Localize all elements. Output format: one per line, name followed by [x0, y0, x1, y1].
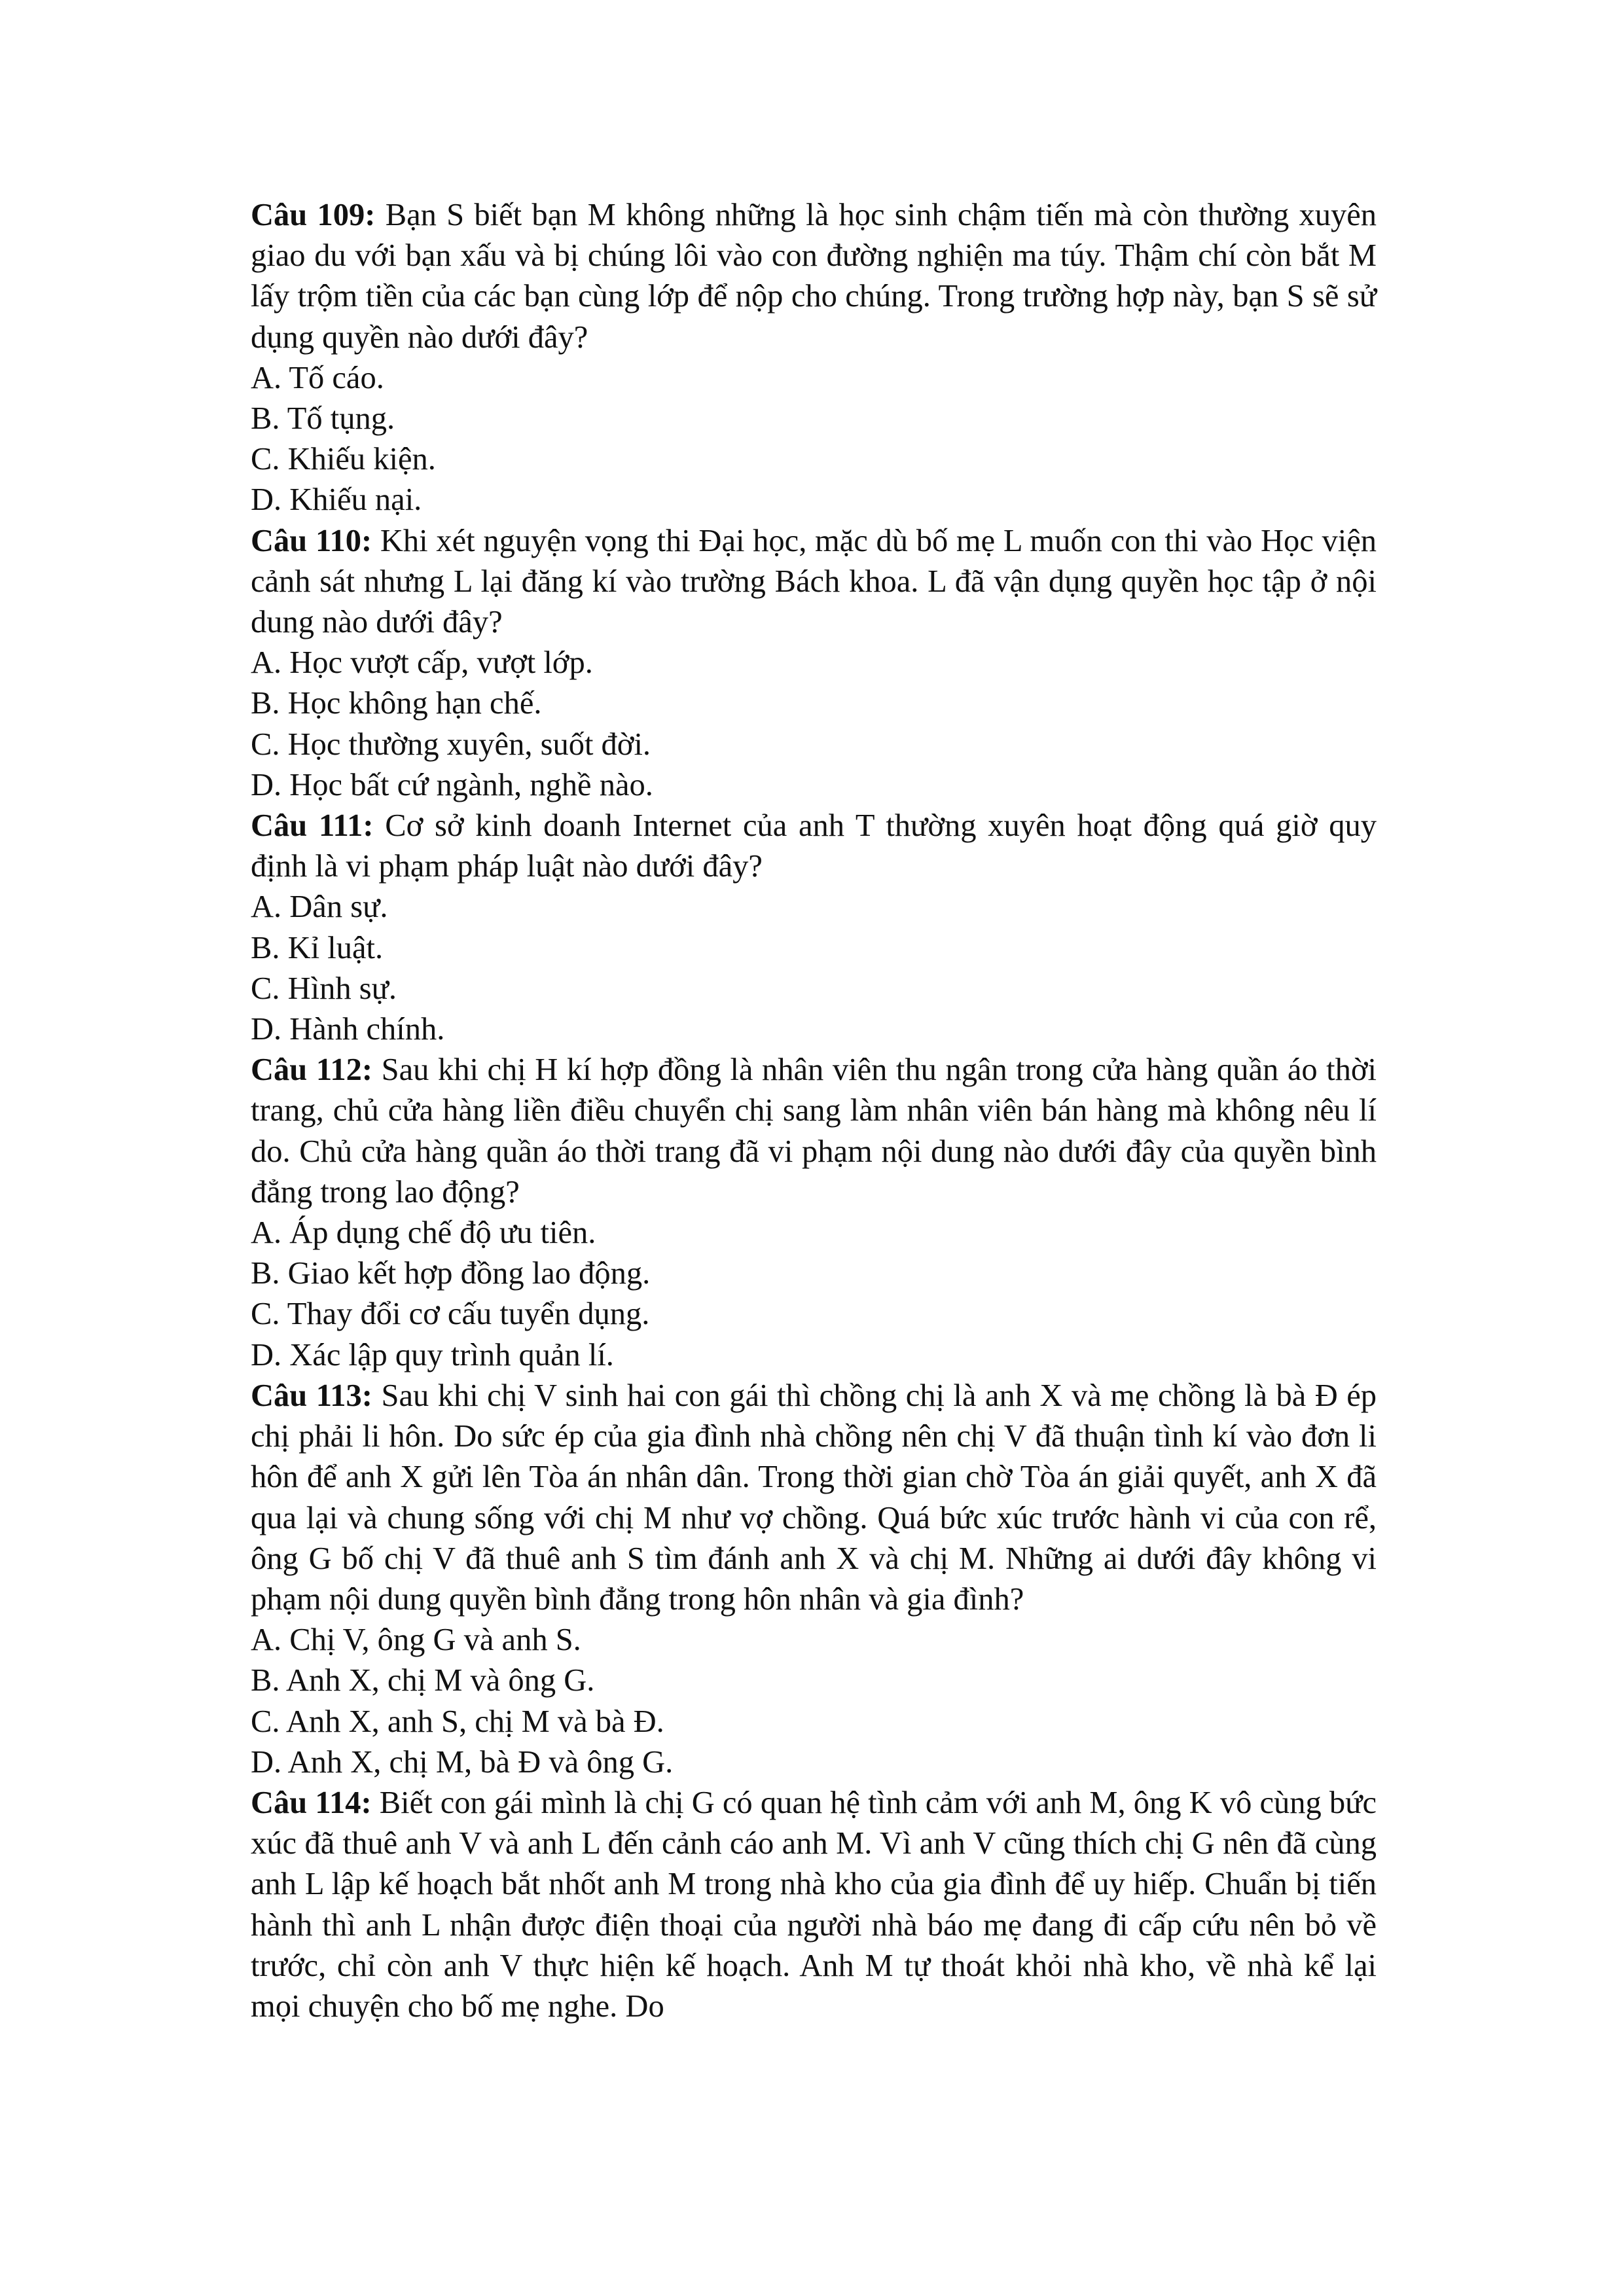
question-stem	[251, 195, 1377, 358]
question-stem	[251, 521, 1377, 643]
option-a: A. Dân sự.	[251, 889, 388, 925]
question-stem	[251, 806, 1377, 887]
option-d: D. Xác lập quy trình quản lí.	[251, 1337, 614, 1372]
question-number: Câu 109:	[251, 198, 376, 232]
question-text: Sau khi chị H kí hợp đồng là nhân viên thu ngân trong cửa hàng quần áo thời trang, chủ cửa hàng liền điều chuyển chị sang làm nhân viên bán hàng mà không nêu lí do. Chủ cửa hàng quần áo thời trang đã vi phạm nội dung nào dưới đây của quyền bình đẳng trong lao động?	[251, 1052, 1377, 1210]
question-stem	[251, 1376, 1377, 1620]
question-number: Câu 112:	[251, 1052, 373, 1088]
option-d: D. Hành chính.	[251, 1012, 445, 1047]
option-b: B. Kỉ luật.	[251, 930, 384, 965]
question-stem	[251, 1050, 1377, 1213]
question-number: Câu 114:	[251, 1785, 372, 1820]
option-d: D. Học bất cứ ngành, nghề nào.	[251, 767, 653, 802]
option-c: C. Học thường xuyên, suốt đời.	[251, 726, 651, 762]
question-number: Câu 111:	[251, 808, 374, 844]
option-a: A. Tố cáo.	[251, 360, 384, 395]
document-page	[251, 195, 1377, 2027]
option-d: D. Anh X, chị M, bà Đ và ông G.	[251, 1744, 674, 1780]
question-text: Khi xét nguyện vọng thi Đại học, mặc dù bố mẹ L muốn con thi vào Học viện cảnh sát nhưng L lại đăng kí vào trường Bách khoa. L đã vận dụng quyền học tập ở nội dung nào dưới đây?	[251, 523, 1377, 640]
option-c: C. Anh X, anh S, chị M và bà Đ.	[251, 1704, 664, 1739]
question-text: Bạn S biết bạn M không những là học sinh chậm tiến mà còn thường xuyên giao du với bạn xấu và bị chúng lôi vào con đường nghiện ma túy. Thậm chí còn bắt M lấy trộm tiền của các bạn cùng lớp để nộp cho chúng. Trong trường hợp này, bạn S sẽ sử dụng quyền nào dưới đây?	[251, 198, 1377, 355]
question-111	[251, 806, 1377, 1050]
option-a: A. Học vượt cấp, vượt lớp.	[251, 645, 593, 681]
question-stem	[251, 1783, 1377, 2027]
option-a: A. Áp dụng chế độ ưu tiên.	[251, 1215, 596, 1251]
option-b: B. Anh X, chị M và ông G.	[251, 1663, 595, 1698]
option-b: B. Giao kết hợp đồng lao động.	[251, 1256, 651, 1291]
question-text: Sau khi chị V sinh hai con gái thì chồng chị là anh X và mẹ chồng là bà Đ ép chị phải li hôn. Do sức ép của gia đình nhà chồng nên chị V đã thuận tình kí vào đơn li hôn để anh X gửi lên Tòa án nhân dân. Trong thời gian chờ Tòa án giải quyết, anh X đã qua lại và chung sống với chị M như vợ chồng. Quá bức xúc trước hành vi của con rể, ông G bố chị V đã thuê anh S tìm đánh anh X và chị M. Những ai dưới đây không vi phạm nội dung quyền bình đẳng trong hôn nhân và gia đình?	[251, 1378, 1377, 1617]
question-113	[251, 1376, 1377, 1783]
question-number: Câu 110:	[251, 523, 372, 558]
option-c: C. Thay đổi cơ cấu tuyển dụng.	[251, 1297, 650, 1332]
option-b: B. Tố tụng.	[251, 401, 395, 437]
option-c: C. Khiếu kiện.	[251, 442, 436, 477]
question-112	[251, 1050, 1377, 1376]
option-b: B. Học không hạn chế.	[251, 686, 542, 721]
option-a: A. Chị V, ông G và anh S.	[251, 1623, 581, 1658]
option-d: D. Khiếu nại.	[251, 482, 422, 518]
question-number: Câu 113:	[251, 1378, 372, 1413]
question-text: Biết con gái mình là chị G có quan hệ tình cảm với anh M, ông K vô cùng bức xúc đã thuê anh V và anh L đến cảnh cáo anh M. Vì anh V cũng thích chị G nên đã cùng anh L lập kế hoạch bắt nhốt anh M trong nhà kho của gia đình để uy hiếp. Chuẩn bị tiến hành thì anh L nhận được điện thoại của người nhà báo mẹ đang đi cấp cứu nên bỏ về trước, chỉ còn anh V thực hiện kế hoạch. Anh M tự thoát khỏi nhà kho, về nhà kể lại mọi chuyện cho bố mẹ nghe. Do	[251, 1785, 1377, 2024]
question-114	[251, 1783, 1377, 2027]
question-110	[251, 521, 1377, 806]
option-c: C. Hình sự.	[251, 971, 397, 1006]
question-109	[251, 195, 1377, 521]
question-text: Cơ sở kinh doanh Internet của anh T thường xuyên hoạt động quá giờ quy định là vi phạm pháp luật nào dưới đây?	[251, 808, 1377, 884]
